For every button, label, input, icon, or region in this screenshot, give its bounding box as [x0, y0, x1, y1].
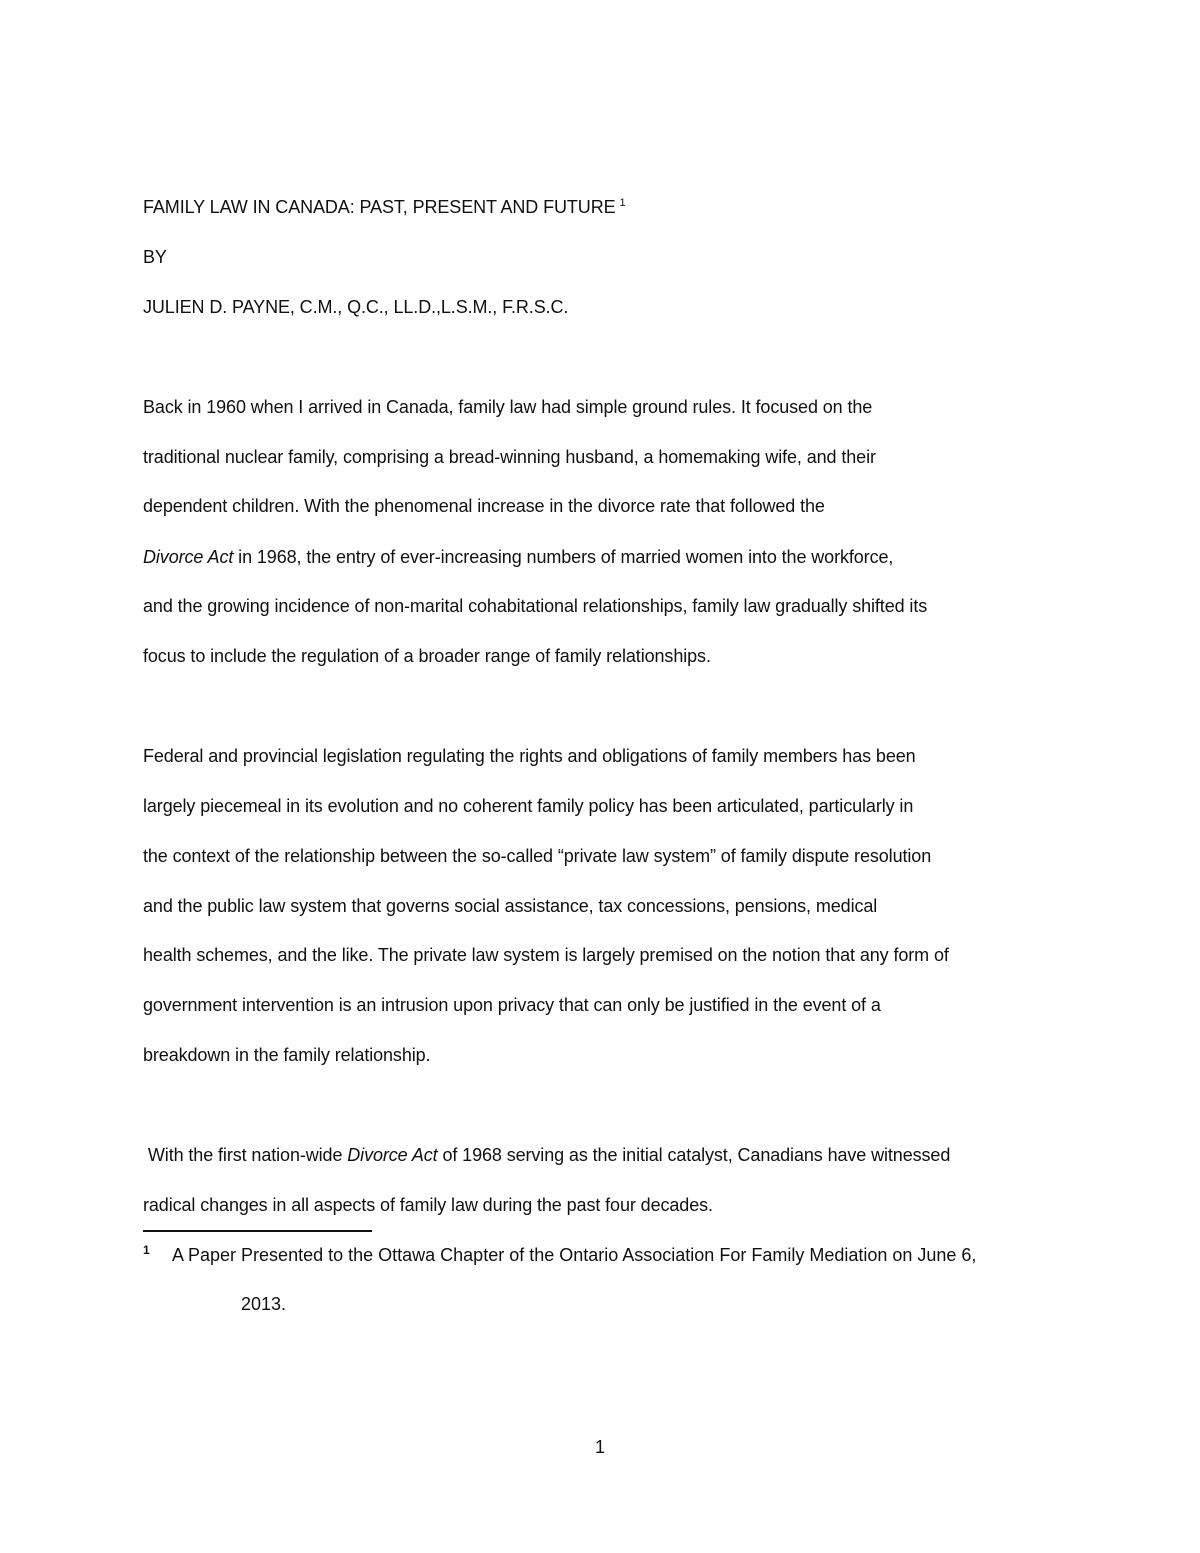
paragraph-1-line-5: and the growing incidence of non-marital cohabitational relationships, family law gradually shifted its — [143, 596, 928, 616]
paragraph-3-line-1-end: of 1968 serving as the initial catalyst, Canadians have witnessed — [437, 1145, 951, 1165]
paragraph-3-line-1 — [143, 1144, 950, 1166]
paragraph-2-line-3: the context of the relationship between the so-called “private law system” of family dispute resolution — [143, 846, 932, 866]
paragraph-2-line-1: Federal and provincial legislation regulating the rights and obligations of family members has been — [143, 746, 916, 766]
divorce-act-italic: Divorce Act — [143, 547, 234, 567]
paragraph-2-line-5: health schemes, and the like. The private law system is largely premised on the notion that any form of — [143, 945, 949, 965]
author-line: JULIEN D. PAYNE, C.M., Q.C., LL.D.,L.S.M., F.R.S.C. — [143, 297, 569, 317]
paragraph-1-line-4-rest: in 1968, the entry of ever-increasing numbers of married women into the workforce, — [233, 547, 894, 567]
footnote-separator — [143, 1230, 372, 1232]
divorce-act-italic-2: Divorce Act — [347, 1145, 438, 1165]
paragraph-1-line-1: Back in 1960 when I arrived in Canada, family law had simple ground rules. It focused on the — [143, 397, 873, 417]
document-title-line — [143, 196, 626, 218]
paragraph-3-line-1-start: With the first nation-wide — [143, 1145, 348, 1165]
paragraph-2-line-4: and the public law system that governs social assistance, tax concessions, pensions, medical — [143, 896, 878, 916]
footnote-marker: 1 — [143, 1243, 150, 1257]
paragraph-1-line-6: focus to include the regulation of a broader range of family relationships. — [143, 646, 711, 666]
paragraph-2-line-6: government intervention is an intrusion upon privacy that can only be justified in the event of a — [143, 995, 881, 1015]
page-number: 1 — [594, 1437, 605, 1457]
paragraph-1-line-3: dependent children. With the phenomenal increase in the divorce rate that followed the — [143, 496, 825, 516]
paragraph-2-line-7: breakdown in the family relationship. — [143, 1045, 431, 1065]
title-footnote-ref: 1 — [619, 197, 626, 209]
document-title: FAMILY LAW IN CANADA: PAST, PRESENT AND FUTURE — [143, 197, 616, 217]
footnote-continuation: 2013. — [241, 1294, 287, 1314]
paragraph-1-line-4 — [143, 546, 893, 568]
paragraph-2-line-2: largely piecemeal in its evolution and no coherent family policy has been articulated, particularly in — [143, 796, 914, 816]
footnote-text: A Paper Presented to the Ottawa Chapter of the Ontario Association For Family Mediation on June 6, — [172, 1245, 977, 1265]
paragraph-1-line-2: traditional nuclear family, comprising a bread-winning husband, a homemaking wife, and their — [143, 447, 876, 467]
by-label: BY — [143, 247, 167, 267]
paragraph-3-line-2: radical changes in all aspects of family law during the past four decades. — [143, 1195, 713, 1215]
